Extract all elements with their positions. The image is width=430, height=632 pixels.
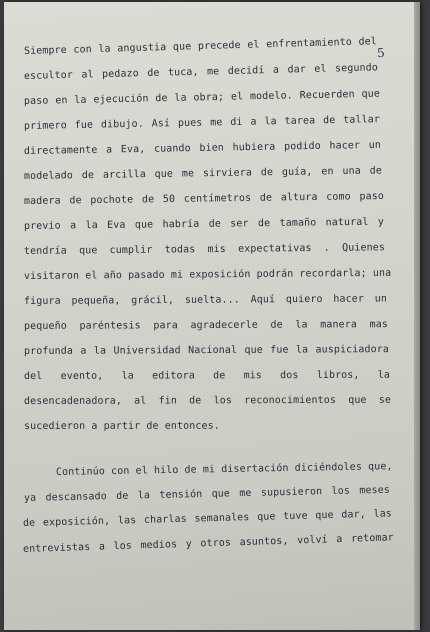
text-line: profunda a la Universidad Nacional que fue la auspiciadora [23, 344, 390, 357]
text-line: figura pequeña, grácil, suelta... Aquí quiero hacer un [23, 293, 388, 307]
text-line: del evento, la editora de mis dos libros, la [23, 369, 391, 382]
text-line: sucedieron a partir de entonces. [23, 420, 220, 432]
text-line: directamente a Eva, cuando bien hubiera podido hacer un [23, 139, 382, 157]
text-line: pequeño paréntesis para agradecerle de la manera mas [23, 319, 389, 332]
text-line: previo a la Eva que habría de ser de tamaño natural y [23, 216, 385, 232]
text-line: paso en la ejecución de la obra; el modelo. Recuerden que [23, 88, 381, 107]
text-line: tendría que cumplir todas mis expectativas . Quienes [23, 242, 386, 257]
text-line: modelado de arcilla que me sirviera de guía, en una de [23, 165, 383, 182]
document-page [4, 2, 420, 630]
page-edge [414, 2, 420, 630]
text-line: entrevistas a los medios y otros asuntos, volví a retomar [22, 532, 394, 555]
text-line: de exposición, las charlas semanales que tuve que dar, las [22, 508, 393, 529]
text-line: Siempre con la angustia que precede el enfrentamiento del [23, 36, 378, 57]
page-number: 5 [376, 45, 386, 61]
text-line: ya descansado de la tensión que me supusieron los meses [23, 484, 391, 504]
text-line: escultor al pedazo de tuca, me decidí a dar el segundo [23, 62, 379, 82]
text-line: madera de pochote de 50 centímetros de altura como paso [23, 190, 385, 207]
text-line: desencadenadora, al fin de los reconocimientos que se [23, 394, 392, 407]
text-line: primero fue dibujo. Así pues me di a la tarea de tallar [23, 114, 381, 132]
text-line: Continúo con el hilo de mi disertación diciéndoles que, [55, 461, 393, 478]
text-line: visitaron el año pasado mi exposición podrán recordarla; una [23, 267, 392, 282]
